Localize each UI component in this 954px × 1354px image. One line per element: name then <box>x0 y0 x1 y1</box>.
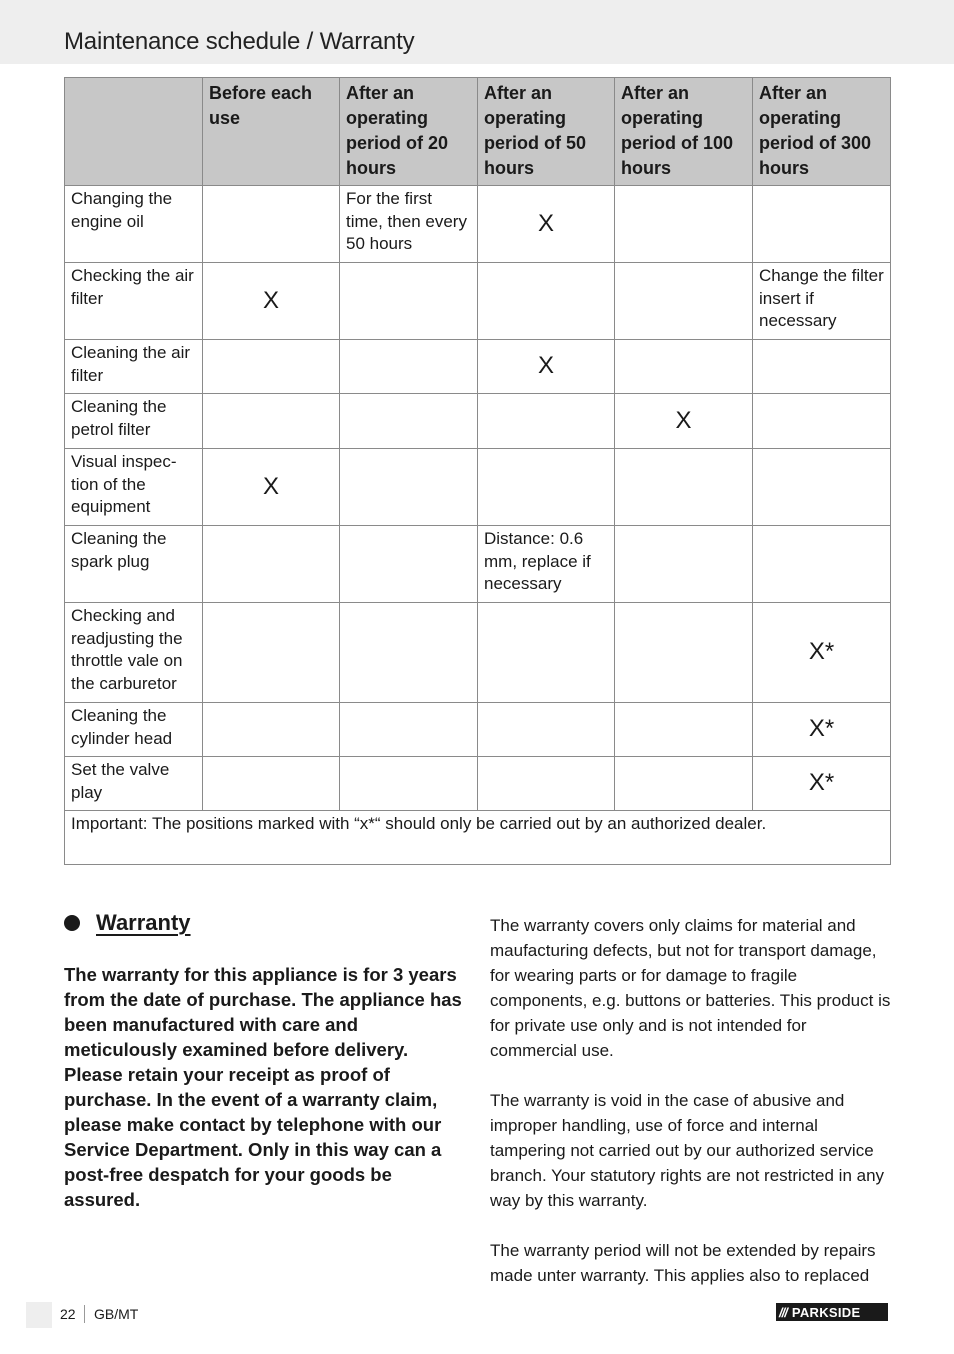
table-cell <box>203 186 340 263</box>
important-row <box>65 811 891 865</box>
table-cell <box>478 603 615 703</box>
table-cell: For the first time, then every 50 hours <box>340 186 478 263</box>
table-cell <box>203 526 340 603</box>
table-row <box>65 703 891 757</box>
table-header-cell: After an operating period of 100 hours <box>615 78 753 186</box>
table-cell <box>478 394 615 449</box>
table-header-cell <box>65 78 203 186</box>
table-row <box>65 186 891 263</box>
table-cell: X <box>615 394 753 449</box>
table-cell <box>615 703 753 757</box>
table-cell <box>340 340 478 394</box>
table-cell <box>203 340 340 394</box>
table-cell <box>478 703 615 757</box>
table-cell: X* <box>753 603 891 703</box>
warranty-title: Warranty <box>96 910 191 935</box>
warranty-paragraph: The warranty is void in the case of abusive and improper handling, use of force and internal tampering not carried out by our authorized service branch. Your statutory rights are not restricted in any way by this warranty. <box>490 1091 885 1210</box>
table-row <box>65 526 891 603</box>
maintenance-table <box>64 77 891 865</box>
table-cell: X <box>478 340 615 394</box>
warranty-paragraph: The warranty covers only claims for material and maufacturing defects, but not for transport damage, for wearing parts or for damage to fragile components, e.g. buttons or batteries. This product is for private use only and is not intended for commercial use. <box>490 916 891 1060</box>
table-cell <box>203 603 340 703</box>
table-cell <box>615 263 753 340</box>
table-cell: X <box>203 263 340 340</box>
table-cell <box>753 340 891 394</box>
table-cell: X* <box>753 703 891 757</box>
task-cell: Checking the air filter <box>65 263 203 340</box>
table-row <box>65 603 891 703</box>
table-cell <box>340 603 478 703</box>
bullet-icon <box>64 915 80 931</box>
table-cell: Distance: 0.6 mm, replace if necessary <box>478 526 615 603</box>
table-header-cell: After an operating period of 300 hours <box>753 78 891 186</box>
table-cell <box>478 757 615 811</box>
table-header-cell: After an operating period of 50 hours <box>478 78 615 186</box>
task-cell: Changing the engine oil <box>65 186 203 263</box>
footer-divider <box>84 1305 85 1323</box>
table-cell <box>340 526 478 603</box>
important-note: Important: The positions marked with “x*“ should only be carried out by an authorized dealer. <box>65 811 891 865</box>
table-cell <box>615 186 753 263</box>
brand-stripes: /// <box>779 1304 787 1320</box>
table-row <box>65 394 891 449</box>
table-row <box>65 449 891 526</box>
table-cell: X <box>203 449 340 526</box>
table-cell <box>615 757 753 811</box>
table-cell <box>753 394 891 449</box>
table-cell <box>615 603 753 703</box>
task-cell: Cleaning the spark plug <box>65 526 203 603</box>
warranty-intro: The warranty for this appliance is for 3 years from the date of purchase. The appliance has been manufactured with care and meticulously examined before delivery. Please retain your receipt as proof of purchase. In the event of a warranty claim, please make contact by telephone with our Service Department. Only in this way can a post-free despatch for your goods be assured. <box>64 964 462 1210</box>
task-cell: Checking and readjusting the throttle vale on the carburetor <box>65 603 203 703</box>
table-cell <box>753 449 891 526</box>
country-code: GB/MT <box>94 1306 139 1322</box>
table-cell <box>478 449 615 526</box>
table-cell <box>340 263 478 340</box>
table-cell <box>753 186 891 263</box>
table-cell: Change the filter insert if necessary <box>753 263 891 340</box>
table-cell <box>203 703 340 757</box>
table-cell: X* <box>753 757 891 811</box>
page-title: Maintenance schedule / Warranty <box>64 28 415 55</box>
table-cell <box>615 340 753 394</box>
table-header-cell: Before each use <box>203 78 340 186</box>
table-cell <box>340 703 478 757</box>
footer-marker <box>26 1302 52 1328</box>
table-row <box>65 757 891 811</box>
table-cell <box>478 263 615 340</box>
table-cell <box>340 449 478 526</box>
brand-logo <box>776 1303 888 1321</box>
task-cell: Set the valve play <box>65 757 203 811</box>
table-cell <box>340 757 478 811</box>
table-header-row <box>65 78 891 186</box>
table-cell <box>753 526 891 603</box>
task-cell: Cleaning the air filter <box>65 340 203 394</box>
table-cell <box>203 757 340 811</box>
table-cell <box>615 449 753 526</box>
table-cell <box>615 526 753 603</box>
warranty-body <box>490 913 895 1313</box>
page-number: 22 <box>60 1306 76 1322</box>
warranty-heading <box>64 910 191 936</box>
table-row <box>65 263 891 340</box>
brand-name: PARKSIDE <box>791 1304 861 1320</box>
warranty-paragraph: The warranty period will not be extended by repairs made unter warranty. This applies also to replaced <box>490 1241 876 1285</box>
table-cell: X <box>478 186 615 263</box>
table-cell <box>340 394 478 449</box>
task-cell: Cleaning the cylinder head <box>65 703 203 757</box>
table-cell <box>203 394 340 449</box>
table-row <box>65 340 891 394</box>
task-cell: Visual inspec-tion of the equipment <box>65 449 203 526</box>
task-cell: Cleaning the petrol filter <box>65 394 203 449</box>
table-header-cell: After an operating period of 20 hours <box>340 78 478 186</box>
